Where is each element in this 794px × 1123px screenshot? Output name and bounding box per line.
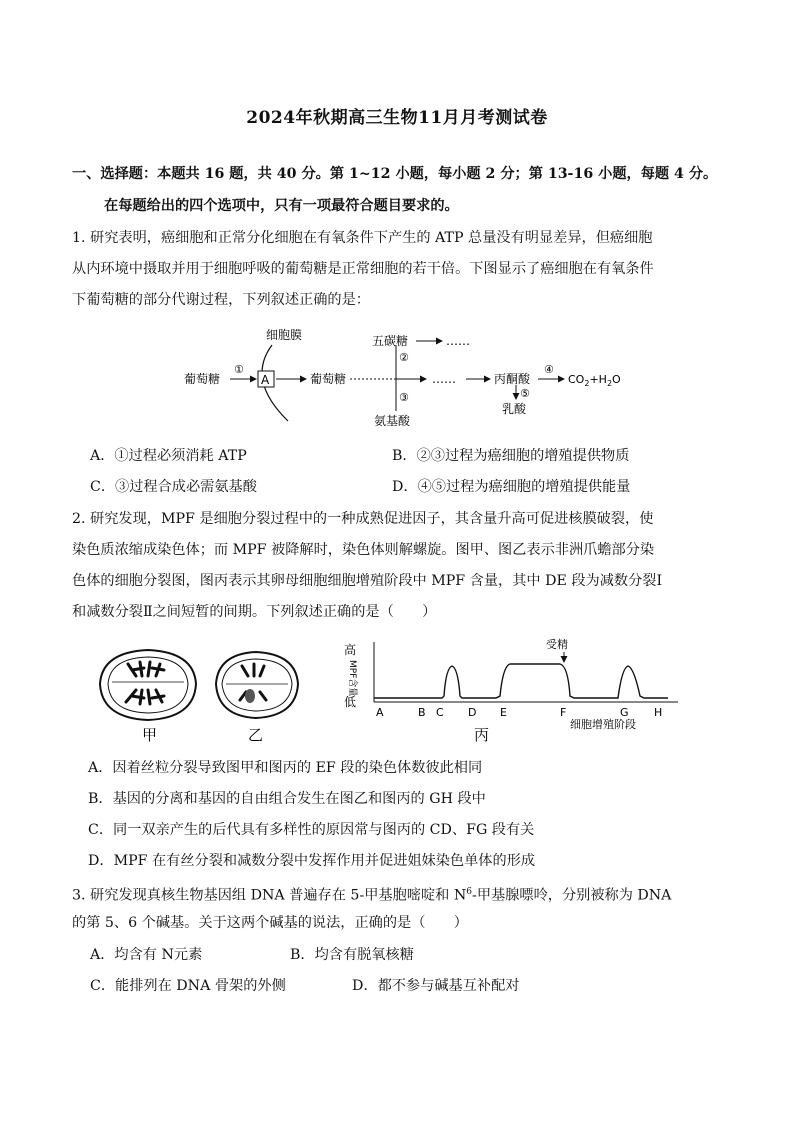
dots-after-five-carbon: …… [446,334,470,348]
x-point-a: A [376,706,384,719]
x-point-e: E [500,706,507,719]
q3-option-c[interactable]: C．能排列在 DNA 骨架的外侧 [90,978,286,994]
y-axis-low: 低 [344,695,357,709]
x-point-f: F [560,706,567,719]
cell-yi [216,652,298,718]
q2-stem-line3: 色体的细胞分裂图，图丙表示其卵母细胞细胞增殖阶段中 MPF 含量，其中 DE 段为减数分裂Ⅰ [72,573,663,589]
step5-label: ⑤ [520,387,530,400]
step2-label: ② [399,351,409,364]
q3-option-b[interactable]: B．均含有脱氧核糖 [290,947,414,963]
transporter-box-label: A [261,373,270,387]
page-title: 2024年秋期高三生物11月月考测试卷 [246,108,548,128]
q3-stem-part1: 3. 研究发现真核生物基因组 DNA 普遍存在 5-甲基胞嘧啶和 N [72,887,467,904]
x-point-h: H [654,706,663,719]
mpf-curve [374,664,668,698]
y-axis-label: MPF含量 [347,660,357,697]
lactic-acid-label: 乳酸 [502,402,527,416]
q2-option-d[interactable]: D．MPF 在有丝分裂和减数分裂中发挥作用并促进姐妹染色单体的形成 [88,853,536,869]
metabolism-diagram [180,325,650,435]
q2-option-a[interactable]: A．因着丝粒分裂导致图甲和图丙的 EF 段的染色体数彼此相同 [88,760,483,776]
five-carbon-sugar-label: 五碳糖 [372,334,409,348]
co2-h2o-label: $CO_2+H_2O$ [568,373,621,388]
dots-before-pyruvate: …… [432,372,456,386]
q1-stem-line2: 从内环境中摄取并用于细胞呼吸的葡萄糖是正常细胞的若干倍。下图显示了癌细胞在有氧条件 [72,261,654,277]
q3-stem-line2: 的第 5、6 个碱基。关于这两个碱基的说法，正确的是（ ） [72,915,468,931]
mpf-chart [338,636,708,748]
step1-label: ① [234,363,244,376]
membrane-label: 细胞膜 [266,328,303,342]
x-axis-label: 细胞增殖阶段 [570,718,636,731]
cell-jia [100,650,196,720]
y-axis-high: 高 [344,643,357,657]
figure-jia-label: 甲 [142,726,158,744]
q2-stem-line1: 2. 研究发现，MPF 是细胞分裂过程中的一种成熟促进因子，其含量升高可促进核膜破裂，使 [72,511,654,527]
q1-option-c[interactable]: C．③过程合成必需氨基酸 [90,479,257,495]
glucose-outside-label: 葡萄糖 [184,372,221,386]
q3-option-d[interactable]: D．都不参与碱基互补配对 [352,978,520,994]
q1-stem-line1: 1. 研究表明，癌细胞和正常分化细胞在有氧条件下产生的 ATP 总量没有明显差异，但癌细胞 [72,230,653,246]
section-instructions: 在每题给出的四个选项中，只有一项最符合题目要求的。 [104,198,459,214]
q2-option-b[interactable]: B．基因的分离和基因的自由组合发生在图乙和图丙的 GH 段中 [88,791,486,807]
x-point-c: C [436,706,444,719]
q3-stem-part2: -甲基腺嘌呤，分别被称为 DNA [472,887,672,904]
q3-superscript: 6 [466,887,473,897]
q1-stem-line3: 下葡萄糖的部分代谢过程，下列叙述正确的是： [72,292,370,308]
q2-stem-line4: 和减数分裂Ⅱ之间短暂的间期。下列叙述正确的是（ ） [72,604,437,620]
fertilization-label: 受精 [546,638,568,651]
q3-stem-line1 [72,881,732,907]
section-heading: 一、选择题：本题共 16 题，共 40 分。第 1~12 小题，每小题 2 分；第 13-16 小题，每题 4 分。 [72,166,718,182]
x-point-g: G [620,706,629,719]
q1-option-b[interactable]: B．②③过程为癌细胞的增殖提供物质 [392,448,630,464]
figure-yi-label: 乙 [248,726,264,744]
amino-acid-label: 氨基酸 [374,414,411,428]
q2-stem-line2: 染色质浓缩成染色体；而 MPF 被降解时，染色体则解螺旋。图甲、图乙表示非洲爪蟾部分染 [72,542,655,558]
x-point-d: D [468,706,477,719]
q3-option-a[interactable]: A．均含有 N元素 [90,947,203,963]
q1-option-d[interactable]: D．④⑤过程为癌细胞的增殖提供能量 [392,479,631,495]
q1-option-a[interactable]: A．①过程必须消耗 ATP [90,448,247,464]
step4-label: ④ [544,363,554,376]
figure-bing-label: 丙 [474,726,490,744]
q2-option-c[interactable]: C．同一双亲产生的后代具有多样性的原因常与图丙的 CD、FG 段有关 [88,822,535,838]
pyruvate-label: 丙酮酸 [494,372,531,386]
glucose-inside-label: 葡萄糖 [310,372,347,386]
cell-division-figures [92,640,322,744]
x-point-b: B [418,706,426,719]
step3-label: ③ [399,391,409,404]
